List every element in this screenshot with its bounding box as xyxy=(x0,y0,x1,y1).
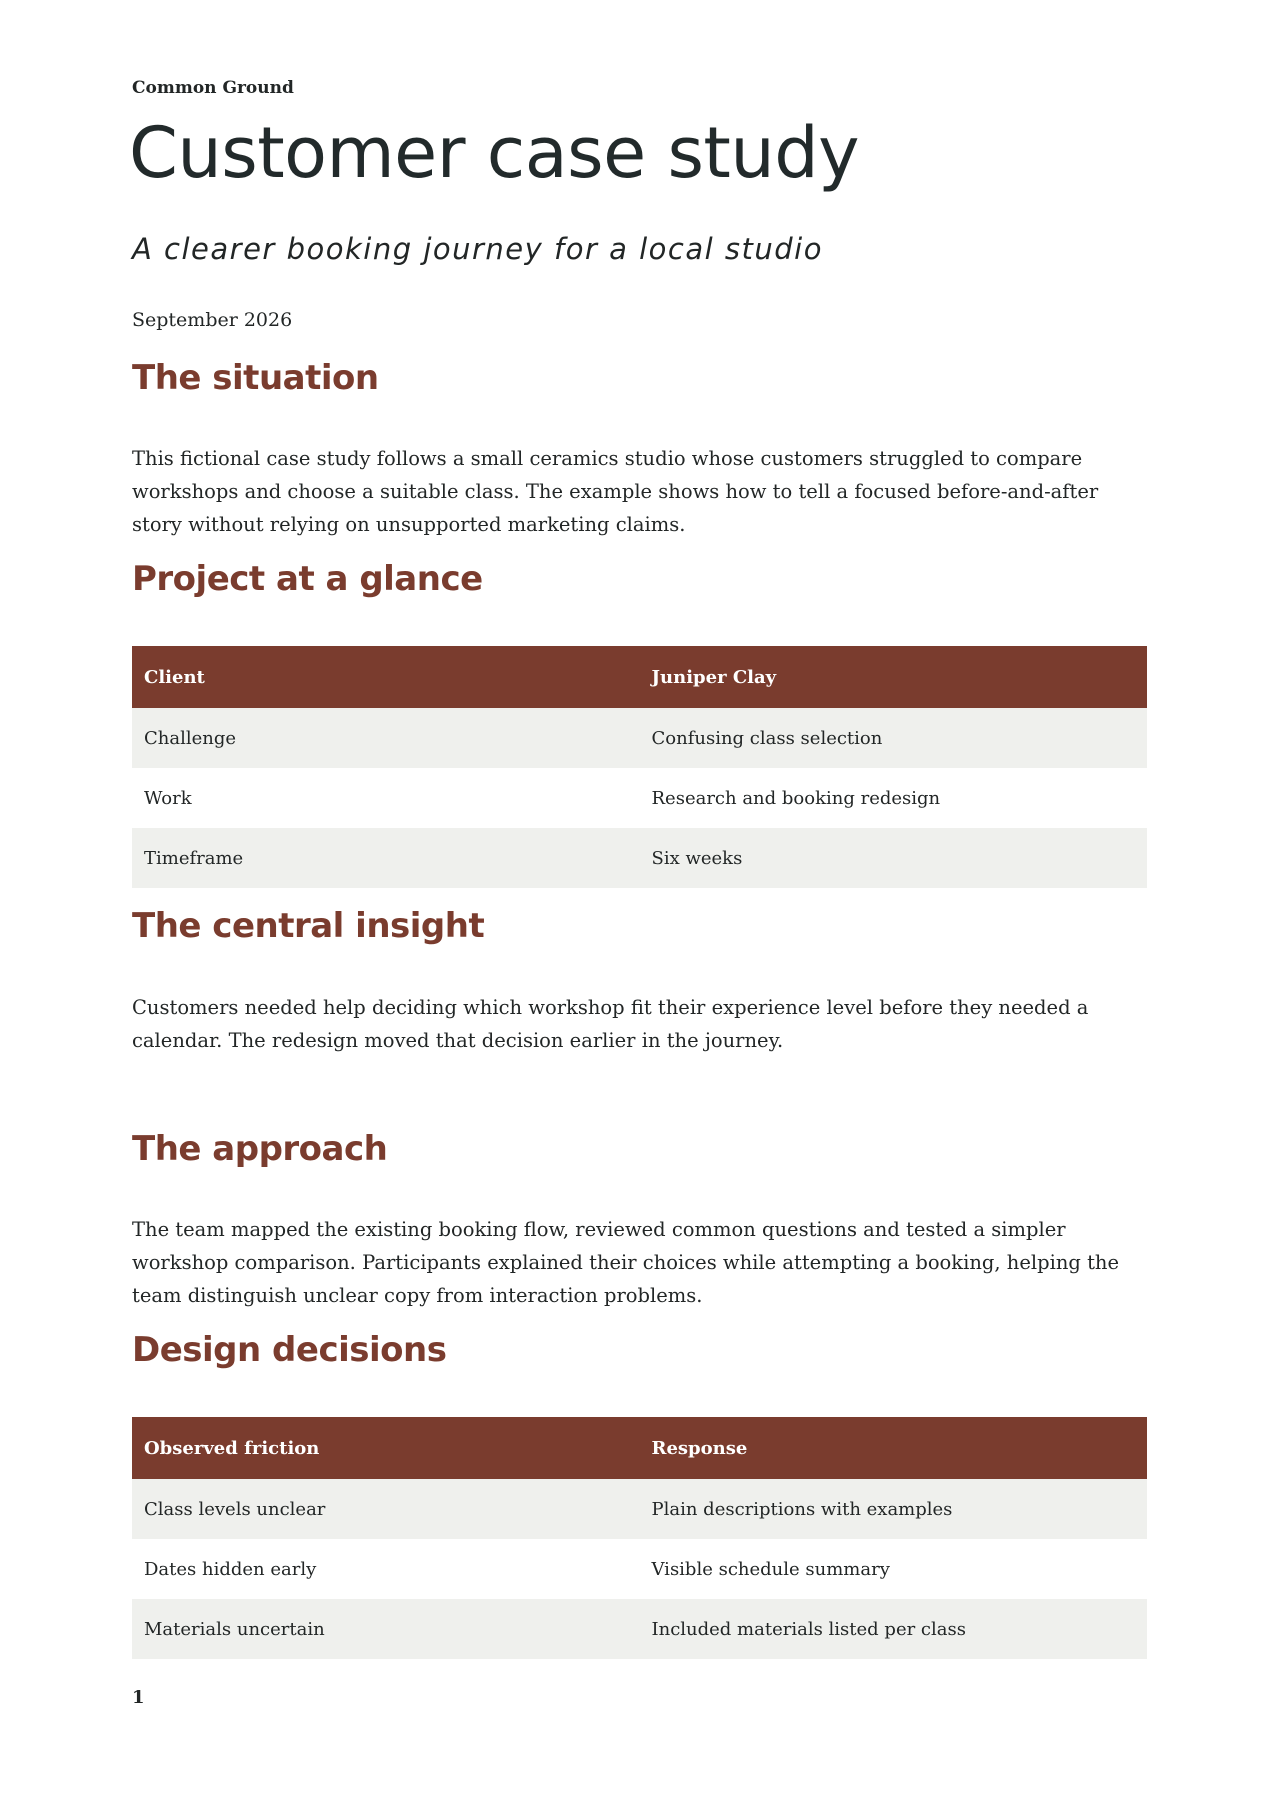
table-header-cell: Response xyxy=(640,1417,1148,1479)
project-glance-table xyxy=(132,646,1147,888)
section-heading-approach: The approach xyxy=(132,1129,388,1169)
section-heading-glance: Project at a glance xyxy=(132,559,483,599)
section-body-insight: Customers needed help deciding which workshop fit their experience level before they needed a calendar. The redesign moved that decision earlier in the journey. xyxy=(132,996,1089,1052)
table-cell: Work xyxy=(132,768,640,828)
table-header-row xyxy=(132,1417,1147,1479)
document-title: Customer case study xyxy=(129,112,860,194)
table-row xyxy=(132,1479,1147,1539)
section-heading-insight: The central insight xyxy=(132,906,485,946)
table-cell: Challenge xyxy=(132,708,640,768)
table-cell: Research and booking redesign xyxy=(640,768,1148,828)
publication-date: September 2026 xyxy=(132,309,293,331)
table-cell: Dates hidden early xyxy=(132,1539,640,1599)
table-row xyxy=(132,828,1147,888)
table-cell: Confusing class selection xyxy=(640,708,1148,768)
design-decisions-table xyxy=(132,1417,1147,1659)
table-row xyxy=(132,708,1147,768)
table-cell: Plain descriptions with examples xyxy=(640,1479,1148,1539)
table-cell: Visible schedule summary xyxy=(640,1539,1148,1599)
table-cell: Timeframe xyxy=(132,828,640,888)
document-subtitle: A clearer booking journey for a local studio xyxy=(132,232,823,266)
section-body-situation: This fictional case study follows a small ceramics studio whose customers struggled to compare workshops and choose a suitable class. The example shows how to tell a focused before-and-after story without relying on unsupported marketing claims. xyxy=(132,447,1099,536)
table-cell: Included materials listed per class xyxy=(640,1599,1148,1659)
section-heading-decisions: Design decisions xyxy=(132,1330,447,1370)
table-row xyxy=(132,1599,1147,1659)
page-number: 1 xyxy=(132,1687,145,1708)
table-header-row xyxy=(132,646,1147,708)
table-cell: Six weeks xyxy=(640,828,1148,888)
table-row xyxy=(132,1539,1147,1599)
brand-name: Common Ground xyxy=(132,78,294,98)
table-cell: Class levels unclear xyxy=(132,1479,640,1539)
section-heading-situation: The situation xyxy=(132,358,379,398)
section-body-approach: The team mapped the existing booking flow, reviewed common questions and tested a simpler workshop comparison. Participants explained their choices while attempting a booking, helping the team distinguish unclear copy from interaction problems. xyxy=(132,1218,1120,1307)
table-cell: Materials uncertain xyxy=(132,1599,640,1659)
table-header-cell: Observed friction xyxy=(132,1417,640,1479)
table-row xyxy=(132,768,1147,828)
table-header-cell: Juniper Clay xyxy=(640,646,1148,708)
table-header-cell: Client xyxy=(132,646,640,708)
